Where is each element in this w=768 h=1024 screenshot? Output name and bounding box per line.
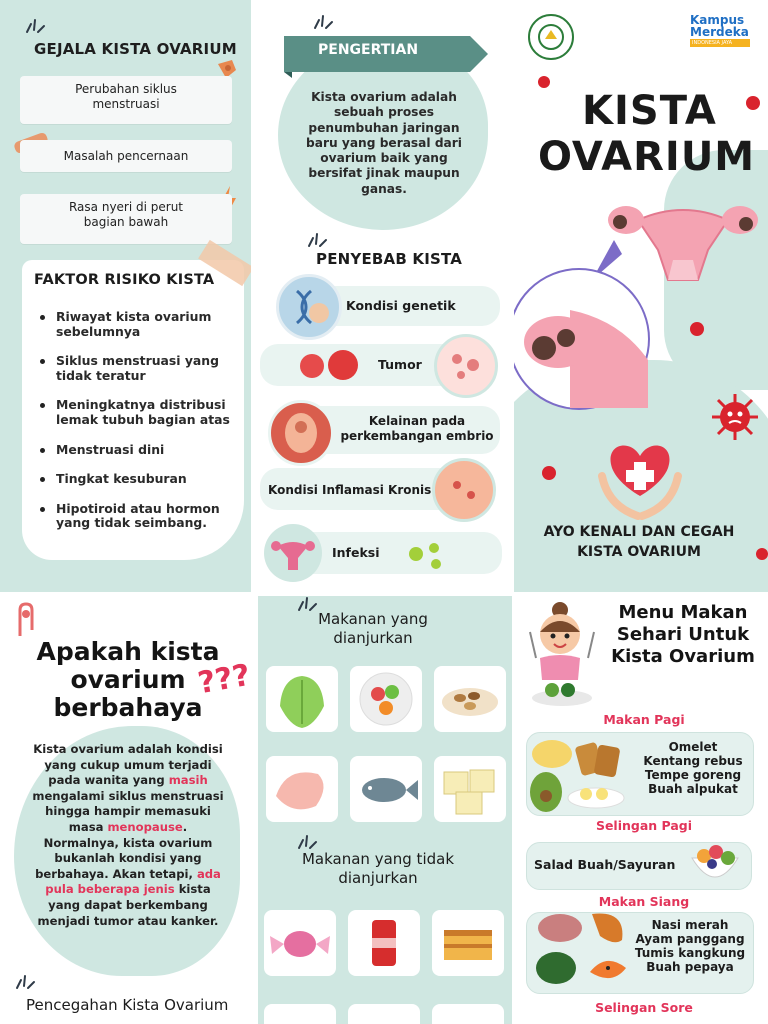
tumor-cells-icon — [300, 354, 324, 378]
gejala-title: GEJALA KISTA OVARIUM — [34, 40, 237, 58]
virus-icon — [690, 322, 704, 336]
sparkle-icon — [24, 18, 46, 40]
bacteria-icon — [404, 536, 448, 572]
food-tofu — [434, 756, 506, 822]
inflammation-icon — [432, 458, 496, 522]
virus-icon — [542, 466, 556, 480]
gejala-item — [20, 76, 232, 124]
penyebab-item-label: Kondisi Inflamasi Kronis — [268, 483, 432, 497]
faktor-item: Riwayat kista ovarium sebelumnya — [38, 310, 238, 339]
menu-title: Menu Makan Sehari Untuk Kista Ovarium — [611, 602, 755, 667]
pengertian-body: Kista ovarium adalah sebuah proses penumbuhan jaringan baru yang berasal dari ovarium baik yang bersifat jinak maupun ganas. — [306, 90, 462, 196]
food-nuts — [434, 666, 506, 732]
bahaya-text: mengalami siklus menstruasi hingga hampir memasuki masa — [32, 788, 224, 834]
bahaya-text: . Normalnya, kista ovarium bukanlah kondisi yang berbahaya. Akan tetapi, — [35, 819, 213, 881]
menu-item: Tumis kangkung — [634, 946, 746, 960]
sparkle-icon — [312, 14, 334, 36]
menu-item: Omelet — [668, 740, 718, 754]
uterus-icon — [264, 524, 322, 582]
kampus-merdeka-sub: INDONESIA JAYA — [690, 39, 750, 47]
kampus-merdeka-logo — [690, 14, 766, 47]
food-salad-plate — [350, 666, 422, 732]
panel-pengertian — [256, 0, 510, 592]
gejala-item — [20, 140, 232, 172]
gejala-item-text: Masalah pencernaan — [63, 149, 189, 163]
menu-item: Kentang rebus — [643, 754, 743, 768]
food-item — [348, 1004, 420, 1024]
siang-items — [630, 918, 750, 974]
girl-eating-illustration — [522, 596, 604, 714]
virus-icon — [746, 96, 760, 110]
gejala-item-text: Perubahan siklus menstruasi — [75, 82, 177, 111]
menu-item: Ayam panggang — [635, 932, 745, 946]
makan-pagi-label: Makan Pagi — [603, 712, 685, 727]
embryo-icon — [268, 400, 334, 466]
cover-title-line1: KISTA — [582, 88, 717, 134]
menu-item: Buah alpukat — [648, 782, 738, 796]
cover-tagline-line2: KISTA OVARIUM — [577, 544, 701, 560]
faktor-list — [38, 310, 238, 546]
panel-bahaya — [0, 596, 254, 1024]
faktor-item: Siklus menstruasi yang tidak teratur — [38, 354, 238, 383]
selingan-sore-label: Selingan Sore — [595, 1000, 693, 1015]
cover-title-line2: OVARIUM — [538, 134, 756, 180]
makanan-tidak-title: Makanan yang tidak dianjurkan — [301, 850, 455, 887]
university-logo — [528, 14, 574, 60]
ovary-closeup — [514, 268, 650, 410]
cover-tagline-line1: AYO KENALI DAN CEGAH — [543, 524, 735, 540]
selingan-pagi-item: Salad Buah/Sayuran — [534, 857, 676, 872]
bahaya-text: Kista ovarium adalah kondisi yang cukup umum terjadi pada wanita yang — [33, 742, 223, 788]
menu-item: Nasi merah — [651, 918, 729, 932]
bahaya-text: kista yang dapat berkembang menjadi tumor atau kanker. — [37, 882, 219, 928]
pencegahan-title: Pencegahan Kista Ovarium — [26, 996, 229, 1014]
penyebab-item-label: Kondisi genetik — [346, 298, 456, 313]
breakfast-foods-icon — [526, 734, 636, 818]
bahaya-body — [30, 742, 226, 929]
menu-item: Tempe goreng — [644, 768, 742, 782]
panel-cover — [514, 0, 768, 592]
faktor-item: Menstruasi dini — [38, 443, 238, 458]
bahaya-highlight: menopause — [107, 819, 183, 834]
penyebab-item-label: Infeksi — [332, 545, 380, 560]
fruit-bowl-icon — [686, 836, 744, 892]
selingan-pagi-label: Selingan Pagi — [595, 818, 693, 833]
food-soda-can — [348, 910, 420, 976]
penyebab-title: PENYEBAB KISTA — [316, 250, 463, 268]
virus-face-icon — [710, 392, 760, 442]
bahaya-highlight: ada pula beberapa jenis — [45, 866, 221, 897]
faktor-item: Meningkatnya distribusi lemak tubuh bagian atas — [38, 398, 238, 427]
panel-makanan — [258, 596, 512, 1024]
makan-siang-label: Makan Siang — [598, 894, 690, 909]
penyebab-item-label: Kelainan pada perkembangan embrio — [340, 414, 494, 443]
tumor-icon — [434, 334, 498, 398]
heart-hands-icon — [598, 436, 682, 520]
faktor-item: Hipotiroid atau hormon yang tidak seimbang. — [38, 502, 238, 531]
pengertian-title: PENGERTIAN — [318, 42, 419, 58]
food-cake — [432, 910, 504, 976]
panel-menu — [516, 596, 768, 1024]
food-fish — [350, 756, 422, 822]
dna-icon — [276, 274, 342, 340]
paperclip-icon — [10, 600, 40, 640]
makanan-dianjurkan-title: Makanan yang dianjurkan — [318, 610, 428, 647]
sparkle-icon — [14, 974, 36, 996]
faktor-title: FAKTOR RISIKO KISTA — [34, 272, 215, 288]
menu-item: Buah pepaya — [646, 960, 734, 974]
food-lettuce — [266, 666, 338, 732]
gejala-item — [20, 194, 232, 244]
lunch-foods-icon — [530, 906, 634, 992]
virus-icon — [538, 76, 550, 88]
gejala-item-text: Rasa nyeri di perut bagian bawah — [68, 200, 184, 229]
bahaya-highlight: masih — [168, 773, 208, 788]
kampus-merdeka-text: Kampus Merdeka — [690, 13, 749, 39]
food-candy — [264, 910, 336, 976]
food-item — [432, 1004, 504, 1024]
bahaya-title: Apakah kista ovarium berbahaya — [36, 637, 220, 722]
food-chicken-breast — [266, 756, 338, 822]
cell-icon — [328, 350, 358, 380]
food-item — [264, 1004, 336, 1024]
penyebab-item-label: Tumor — [378, 357, 422, 372]
question-marks: ??? — [195, 657, 253, 702]
panel-gejala — [0, 0, 251, 592]
pagi-items — [638, 740, 748, 796]
faktor-item: Tingkat kesuburan — [38, 472, 238, 487]
